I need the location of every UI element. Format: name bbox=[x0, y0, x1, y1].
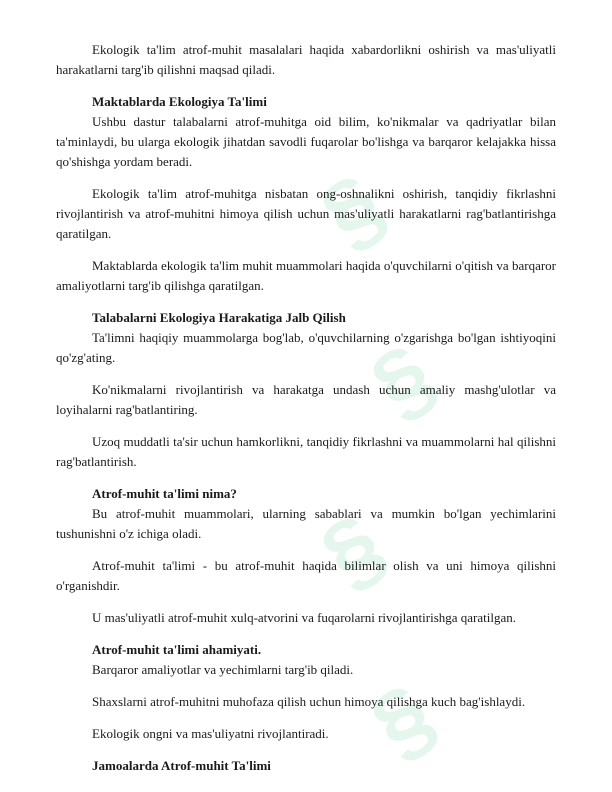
svg-text:§: § bbox=[304, 155, 403, 267]
paragraph: U mas'uliyatli atrof-muhit xulq-atvorini va fuqarolarni rivojlantirishga qaratilgan. bbox=[92, 610, 517, 625]
section-heading-what-is: Atrof-muhit ta'limi nima? bbox=[92, 486, 237, 501]
section-heading-importance: Atrof-muhit ta'limi ahamiyati. bbox=[92, 642, 262, 657]
paragraph: Barqaror amaliyotlar va yechimlarni targ'ib qiladi. bbox=[92, 662, 354, 677]
paragraph: Ekologik ta'lim atrof-muhitga nisbatan ong-oshnalikni oshirish, tanqidiy fikrlashni rivojlantirish va atrof-muhitni himoya qilish uchun mas'uliyatli harakatlarni rag'batlantirishga qaratilgan. bbox=[56, 186, 556, 241]
paragraph: Ko'nikmalarni rivojlantirish va harakatga undash uchun amaliy mashg'ulotlar va loyihalarni rag'batlantiring. bbox=[56, 382, 556, 417]
paragraph: Maktablarda ekologik ta'lim muhit muammolari haqida o'quvchilarni o'qitish va barqaror amaliyotlarni targ'ib qilishga qaratilgan. bbox=[56, 258, 556, 293]
svg-text:§: § bbox=[304, 495, 403, 607]
section-heading-engagement: Talabalarni Ekologiya Harakatiga Jalb Qilish bbox=[92, 310, 346, 325]
svg-text:§: § bbox=[354, 325, 453, 437]
svg-text:§: § bbox=[354, 665, 453, 777]
paragraph: Ushbu dastur talabalarni atrof-muhitga oid bilim, ko'nikmalar va qadriyatlar bilan ta'minlaydi, bu ularga ekologik jihatdan savodli fuqarolar bo'lishga va barqaror kelajakka hissa qo'shishga yordam beradi. bbox=[56, 114, 556, 169]
paragraph: Ta'limni haqiqiy muammolarga bog'lab, o'quvchilarning o'zgarishga bo'lgan ishtiyoqini qo'zg'ating. bbox=[56, 330, 556, 365]
paragraph: Shaxslarni atrof-muhitni muhofaza qilish uchun himoya qilishga kuch bag'ishlaydi. bbox=[92, 694, 526, 709]
paragraph: Atrof-muhit ta'limi - bu atrof-muhit haqida bilimlar olish va uni himoya qilishni o'rganishdir. bbox=[56, 558, 556, 593]
intro-paragraph: Ekologik ta'lim atrof-muhit masalalari haqida xabardorlikni oshirish va mas'uliyatli harakatlarni targ'ib qilishni maqsad qiladi. bbox=[56, 42, 556, 77]
paragraph: Ekologik ongni va mas'uliyatni rivojlantiradi. bbox=[92, 726, 329, 741]
paragraph: Bu atrof-muhit muammolari, ularning sabablari va mumkin bo'lgan yechimlarini tushunishni o'z ichiga oladi. bbox=[56, 506, 556, 541]
section-heading-communities: Jamoalarda Atrof-muhit Ta'limi bbox=[92, 758, 271, 773]
paragraph: Uzoq muddatli ta'sir uchun hamkorlikni, tanqidiy fikrlashni va muammolarni hal qilishni rag'batlantirish. bbox=[56, 434, 556, 469]
document-body bbox=[56, 40, 556, 776]
section-heading-schools: Maktablarda Ekologiya Ta'limi bbox=[92, 94, 267, 109]
